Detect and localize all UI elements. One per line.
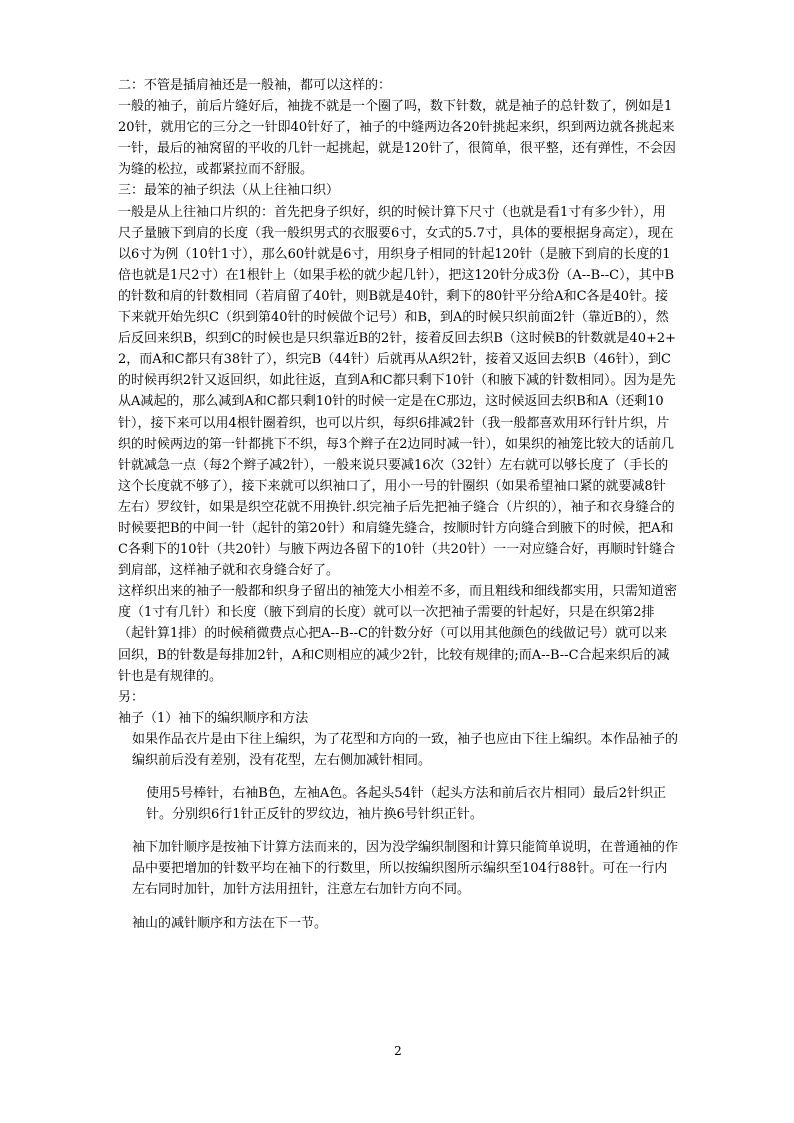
paragraph-needles: 使用5号棒针，右袖B色，左袖A色。各起头54针（起头方法和前后衣片相同）最后2针织正针。分别织6行1针正反针的罗纹边，袖片换6号针织正针。 — [146, 786, 667, 823]
section-heading-3: 三：最笨的袖子织法（从上往袖口织） — [118, 183, 340, 199]
paragraph-sleeve-pickup: 一般的袖子，前后片缝好后，袖拢不就是一个圈了吗，数下针数，就是袖子的总针数了，例如是120针，就用它的三分之一针即40针好了，袖子的中缝两边各20针挑起来织，织到两边就各挑起来一针，最后的袖窝留的平收的几针一起挑起，就是120针了，很简单，很平整，还有弹性，不会因为缝的松拉，或都紧拉而不舒服。 — [118, 99, 676, 178]
paragraph-summary: 这样织出来的袖子一般都和织身子留出的袖笼大小相差不多，而且粗线和细线都实用，只需知道密度（1寸有几针）和长度（腋下到肩的长度）就可以一次把袖子需要的针起好，只是在织第2排（起针算1排）的时候稍微费点心把A--B--C的针数分好（可以用其他颜色的线做记号）就可以来回织，B的针数是每排加2针，A和C则相应的减少2针，比较有规律的;而A--B--C合起来织后的减针也是有规律的。 — [118, 584, 678, 684]
label-another: 另： — [118, 689, 145, 705]
paragraph-sleeve-direction: 如果作品衣片是由下往上编织，为了花型和方向的一致，袖子也应由下往上编织。本作品袖子的编织前后没有差别，没有花型，左右侧加减针相同。 — [132, 731, 679, 768]
paragraph-top-down-method: 一般是从上往袖口片织的：首先把身子织好，织的时候计算下尺寸（也就是看1寸有多少针），用尺子量腋下到肩的长度（我一般织男式的衣服要6寸，女式的5.7寸，具体的要根据身高定），现在以6寸为例（10针1寸），那么60针就是6寸，用织身子相同的针起120针（是腋下到肩的长度的1倍也就是1尺2寸）在1根针上（如果手松的就少起几针），把这120针分成3份（A--B--C），其中B的针数和肩的针数相同（若肩留了40针，则B就是40针，剩下的80针平分给A和C各是40针。接下来就开始先织C（织到第40针的时候做个记号）和B，到A的时候只织前面2针（靠近B的），然后反回来织B，织到C的时候也是只织靠近B的2针，接着反回去织B（这时候B的针数就是40+2+2，而A和C都只有38针了），织完B（44针）后就再从A织2针，接着又返回去织B（46针），到C的时候再织2针又返回织，如此往返，直到A和C都只剩下10针（和腋下减的针数相同）。因为是先从A减起的，那么减到A和C都只剩10针的时候一定是在C那边，这时候返回去织B和A（还剩10针），接下来可以用4根针圈着织，也可以片织，每织6排减2针（我一般都喜欢用环行针片织，片织的时候两边的第一针都挑下不织，每3个辫子在2边同时减一针），如果织的袖笼比较大的话前几针就减急一点（每2个辫子减2针），一般来说只要减16次（32针）左右就可以够长度了（手长的这个长度就不够了），接下来就可以织袖口了，用小一号的针圈织（如果希望袖口紧的就要减8针左右）罗纹针，如果是织空花就不用换针.织完袖子后先把袖子缝合（片织的），袖子和衣身缝合的时候要把B的中间一针（起针的第20针）和肩缝先缝合，按顺时针方向缝合到腋下的时候，把A和C各剩下的10针（共20针）与腋下两边各留下的10针（共20针）一一对应缝合好，再顺时针缝合到肩部，这样袖子就和衣身缝合好了。 — [118, 204, 677, 579]
section-heading-2: 二：不管是插肩袖还是一般袖，都可以这样的： — [118, 78, 392, 93]
document-body — [118, 75, 678, 934]
paragraph-increase-order: 袖下加针顺序是按袖下计算方法而来的，因为没学编织制图和计算只能简单说明，在普通袖的作品中要把增加的针数平均在袖下的行数里，所以按编织图所示编织至104行88针。可在一行内左右同时加针，加针方法用扭针，注意左右加针方向不同。 — [132, 840, 679, 898]
paragraph-next-section: 袖山的减针顺序和方法在下一节。 — [132, 915, 328, 931]
page-number: 2 — [394, 1044, 402, 1058]
sleeve-section-title: 袖子（1）袖下的编织顺序和方法 — [118, 710, 309, 726]
